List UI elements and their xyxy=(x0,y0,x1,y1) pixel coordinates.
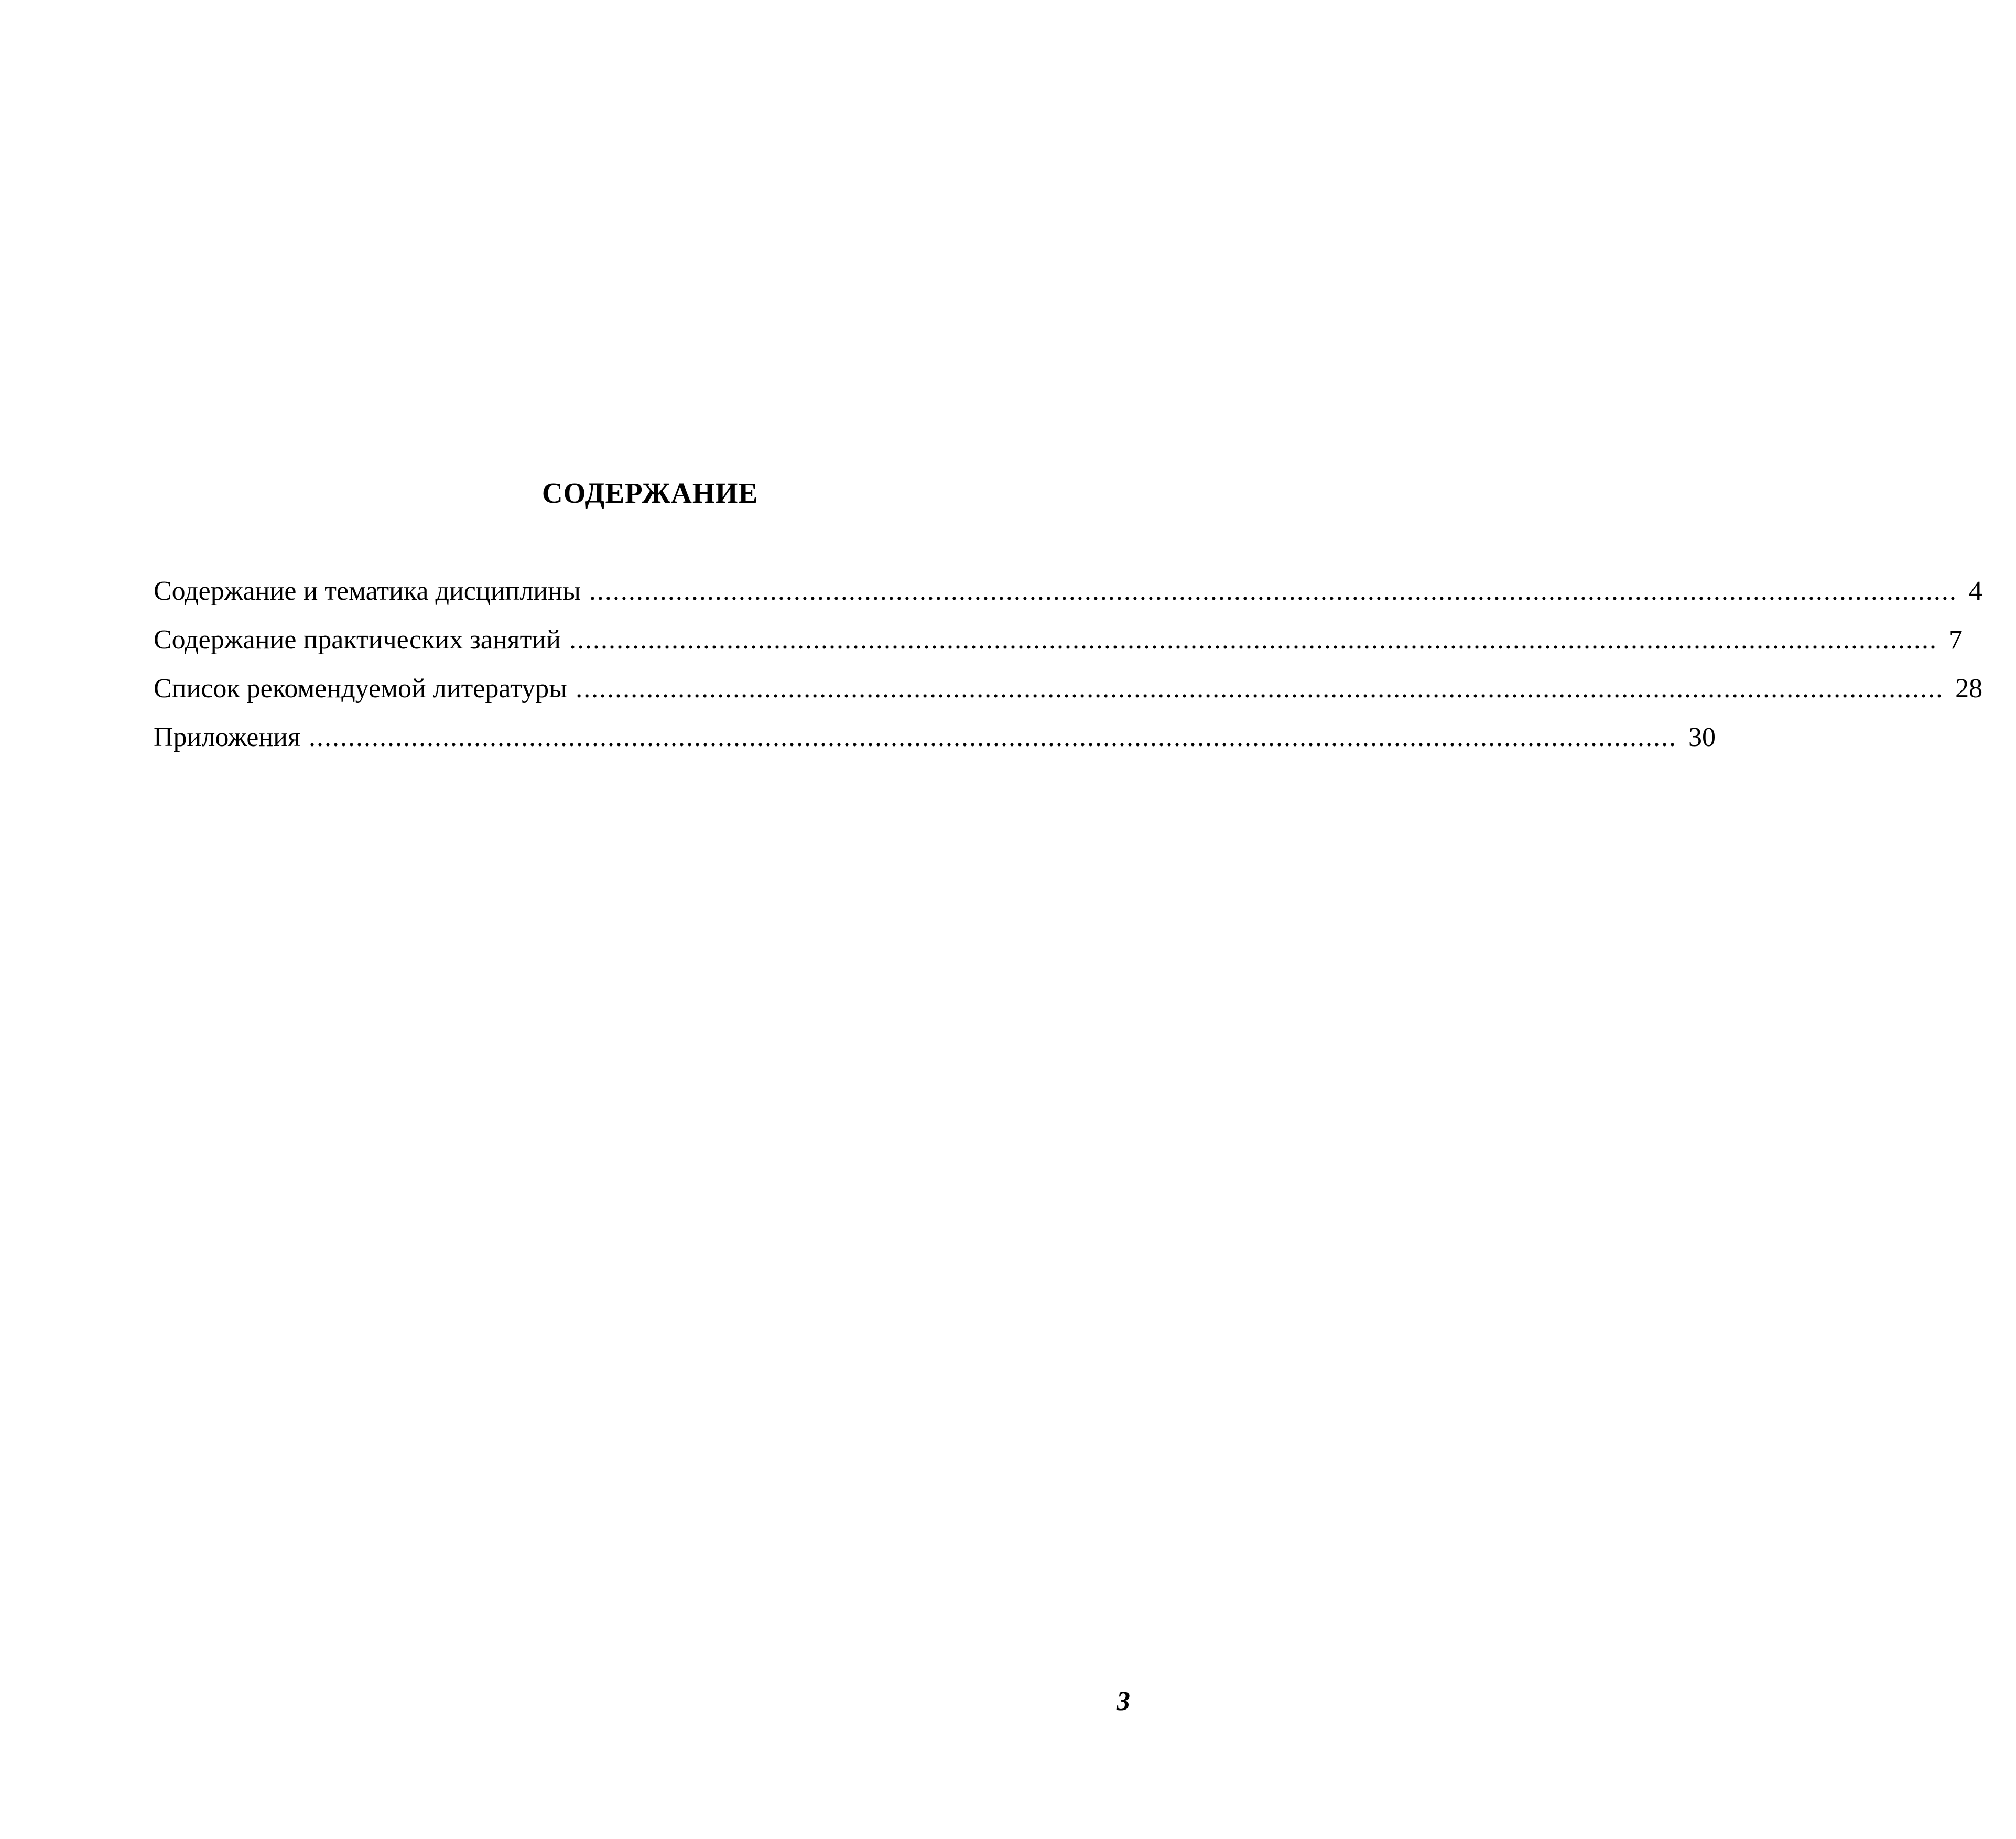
toc-entry-page: 30 xyxy=(1688,722,1716,752)
toc-entry-title: Содержание практических занятий xyxy=(154,625,561,655)
toc-entry-page: 28 xyxy=(1955,674,1983,704)
toc-entry xyxy=(154,574,1982,623)
toc-entry-page: 4 xyxy=(1968,576,1982,606)
toc-entry-title: Содержание и тематика дисциплины xyxy=(154,576,581,606)
toc-entry-page: 7 xyxy=(1948,625,1963,655)
toc-entry xyxy=(154,720,1716,769)
dot-leader: .............................................................................................................................................................................. xyxy=(589,576,1957,606)
table-of-contents xyxy=(154,574,1983,769)
toc-entry xyxy=(154,672,1983,720)
toc-entry-title: Список рекомендуемой литературы xyxy=(154,674,568,704)
page-number: 3 xyxy=(1117,1686,1130,1716)
dot-leader: .............................................................................................................................................................................. xyxy=(308,722,1677,752)
toc-entry-title: Приложения xyxy=(154,722,300,752)
page-title: СОДЕРЖАНИЕ xyxy=(541,477,758,509)
dot-leader: .............................................................................................................................................................................. xyxy=(569,625,1937,655)
toc-entry xyxy=(154,623,1963,672)
dot-leader: .............................................................................................................................................................................. xyxy=(576,674,1944,704)
